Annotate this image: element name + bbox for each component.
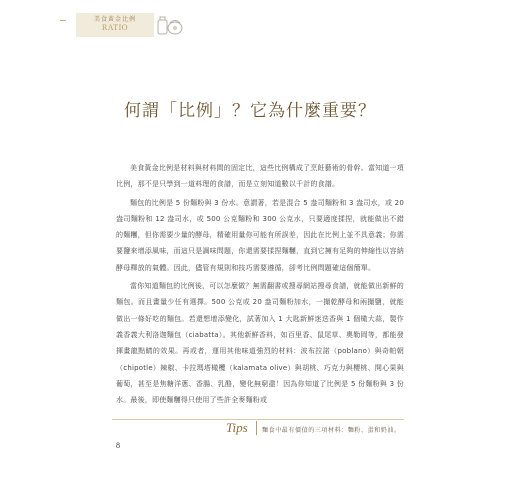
tips-separator [256, 421, 257, 435]
paragraph: 當你知道麵包的比例後，可以怎麼做？無需翻書或搜尋網站搜尋食譜，就能做出新鮮的麵包。而且畫量少任有選擇。500 公克或 20 盎司麵粉加水，一撮乾酵母和兩撮鹽，就能做出一條好吃的麵包。若還想增添變化，試著加入 1 大匙新鮮迷迭香與 1 個橄大蒜，製作義香義大利洛迦麵包（ciabatta）。其他新鮮香料，如百里香、鼠尾草、奧勒岡等，都能發揮畫龍點睛的效果。再或者，運用其他味道強烈的材料：波布拉諾（poblano）與奇帕朝（chipotle）辣椒、卡拉瑪塔橄欖（kalamata olive）與胡桃、巧克力與櫻桃、開心果與葡萄，甚至是焦糖洋蔥、香腸、乳酪，變化無窮盡！因為你知道了比例是 5 份麵粉與 3 份水。最後，即使麵糰得只使用了些許全麥麵粉或 [116, 282, 404, 405]
header-rule [60, 20, 66, 21]
page-number: 8 [116, 441, 120, 450]
tips-divider [112, 419, 404, 420]
tips-label: Tips [226, 420, 248, 435]
paragraph: 麵包的比例是 5 份麵粉與 3 份水。意謂著，若是混合 5 盎司麵粉和 3 盎司水，或 20 盎司麵粉和 12 盎司水，或 500 公克麵粉和 300 公克水，只要適度揉捏，就能做出不錯的麵糰，但你需要少量的酵母，精確用量你可能有所誤差，因此在比例上並不具意義；你需要鹽來增添風味，而這只是調味問題，你還需要揉捏麵糰，直到它擁有足夠的伸縮性以容納酵母釋放的氣體。因此，儘管有規則和技巧需要遵循，卻考比例問題確這個簡單。 [116, 198, 404, 272]
running-header-subtitle: RATIO [101, 23, 129, 32]
body-text [116, 160, 404, 408]
running-header-title: 美食黃金比例 [93, 16, 136, 23]
paragraph: 美食黃金比例是材料與材料間的固定比，這些比例構成了烹飪藝術的骨幹。當知道一項比例，那不是只學到一道料理的食譜，而是立刻知道數以千計的食譜。 [116, 164, 404, 189]
tips-text: 麵食中最有價值的三項材料：麵粉、蛋和奶油。 [262, 427, 401, 434]
kitchen-jars-icon [156, 12, 186, 38]
page-title: 何謂「比例」？它為什麼重要？ [124, 101, 376, 121]
